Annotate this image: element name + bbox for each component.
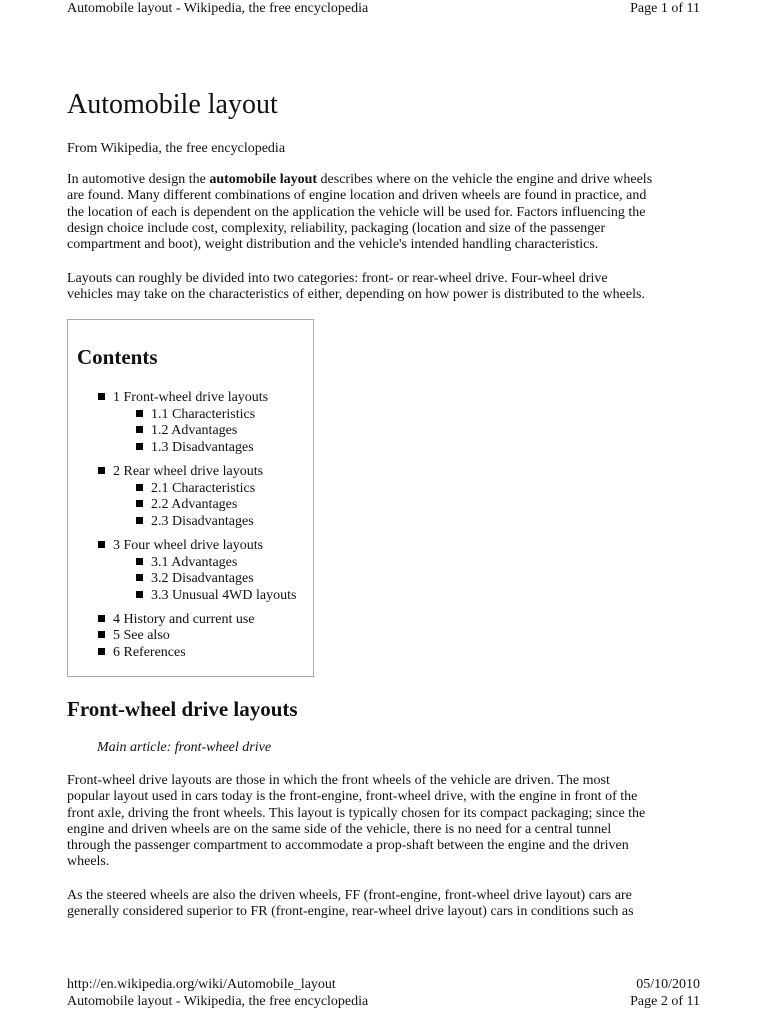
toc-item-1-3[interactable] — [136, 440, 254, 456]
page-subtitle: From Wikipedia, the free encyclopedia — [67, 141, 286, 156]
table-of-contents — [67, 319, 314, 677]
intro-line — [67, 172, 707, 188]
toc-label[interactable]: 5 See also — [113, 628, 170, 643]
toc-label[interactable]: 2 Rear wheel drive layouts — [113, 464, 264, 479]
print-header-title: Automobile layout - Wikipedia, the free encyclopedia — [67, 1, 369, 16]
bullet-icon — [98, 648, 105, 655]
print-footer-page: Page 2 of 11 — [630, 994, 700, 1009]
toc-label[interactable]: 2.2 Advantages — [151, 497, 238, 512]
bullet-icon — [136, 591, 143, 598]
bullet-icon — [136, 574, 143, 581]
toc-item-5[interactable] — [98, 628, 170, 644]
print-footer-date: 05/10/2010 — [636, 977, 700, 992]
fwd-line: generally considered superior to FR (front-engine, rear-wheel drive layout) cars in conditions such as — [67, 904, 634, 920]
toc-item-1-1[interactable] — [136, 407, 255, 423]
intro-bold-term: automobile layout — [209, 172, 318, 187]
bullet-icon — [98, 631, 105, 638]
toc-item-3-2[interactable] — [136, 571, 254, 587]
toc-label[interactable]: 3.3 Unusual 4WD layouts — [151, 588, 297, 603]
section-heading-fwd: Front-wheel drive layouts — [67, 697, 298, 721]
toc-item-6[interactable] — [98, 645, 186, 661]
bullet-icon — [136, 517, 143, 524]
toc-item-3-3[interactable] — [136, 588, 296, 604]
bullet-icon — [136, 500, 143, 507]
bullet-icon — [98, 393, 105, 400]
toc-label[interactable]: 2.3 Disadvantages — [151, 514, 254, 529]
bullet-icon — [98, 615, 105, 622]
toc-item-1[interactable] — [98, 390, 268, 406]
fwd-line: Front-wheel drive layouts are those in which the front wheels of the vehicle are driven. The most — [67, 773, 610, 788]
fwd-line: front axle, driving the front wheels. This layout is typically chosen for its compact packaging; since the — [67, 805, 646, 821]
bullet-icon — [136, 484, 143, 491]
toc-item-2-3[interactable] — [136, 514, 254, 530]
toc-label[interactable]: 4 History and current use — [113, 612, 255, 627]
fwd-line: engine and driven wheels are on the same side of the vehicle, there is no need for a central tunnel — [67, 821, 612, 837]
toc-label[interactable]: 2.1 Characteristics — [151, 481, 256, 496]
print-footer-title: Automobile layout - Wikipedia, the free encyclopedia — [67, 994, 369, 1009]
bullet-icon — [98, 467, 105, 474]
fwd-paragraph-2 — [67, 888, 707, 921]
print-header-page: Page 1 of 11 — [630, 1, 700, 16]
bullet-icon — [136, 558, 143, 565]
bullet-icon — [136, 443, 143, 450]
bullet-icon — [136, 410, 143, 417]
intro-rest: describes where on the vehicle the engine and drive wheels — [317, 172, 653, 187]
toc-label[interactable]: 3.2 Disadvantages — [151, 571, 254, 586]
main-article-note[interactable]: Main article: front-wheel drive — [97, 740, 272, 755]
toc-item-4[interactable] — [98, 612, 255, 628]
intro-line: are found. Many different combinations of engine location and driven wheels are found in practice, and — [67, 188, 647, 204]
intro-paragraph-1 — [67, 172, 707, 253]
print-footer-url[interactable]: http://en.wikipedia.org/wiki/Automobile_layout — [67, 977, 336, 992]
intro-line: Layouts can roughly be divided into two categories: front- or rear-wheel drive. Four-wheel drive — [67, 271, 608, 286]
toc-label[interactable]: 3.1 Advantages — [151, 555, 238, 570]
fwd-line: wheels. — [67, 854, 110, 870]
toc-label[interactable]: 6 References — [113, 645, 186, 660]
page-title: Automobile layout — [67, 89, 278, 120]
toc-item-3-1[interactable] — [136, 555, 237, 571]
intro-prefix: In automotive design the — [67, 172, 210, 187]
toc-label[interactable]: 1.1 Characteristics — [151, 407, 256, 422]
fwd-line: popular layout used in cars today is the front-engine, front-wheel drive, with the engine in front of the — [67, 789, 638, 805]
fwd-paragraph-1 — [67, 773, 707, 871]
toc-item-2-2[interactable] — [136, 497, 237, 513]
intro-line: compartment and boot), weight distribution and the vehicle's intended handling characteristics. — [67, 237, 599, 253]
fwd-line: through the passenger compartment to accommodate a prop-shaft between the engine and the driven — [67, 838, 629, 854]
toc-label[interactable]: 1.3 Disadvantages — [151, 440, 254, 455]
toc-item-2-1[interactable] — [136, 481, 255, 497]
toc-item-2[interactable] — [98, 464, 263, 480]
intro-line: vehicles may take on the characteristics of either, depending on how power is distributed to the wheels. — [67, 287, 645, 303]
bullet-icon — [98, 541, 105, 548]
toc-label[interactable]: 1 Front-wheel drive layouts — [113, 390, 269, 405]
fwd-line: As the steered wheels are also the driven wheels, FF (front-engine, front-wheel drive layout) cars are — [67, 888, 632, 903]
toc-label[interactable]: 3 Four wheel drive layouts — [113, 538, 264, 553]
intro-line: design choice include cost, complexity, reliability, packaging (location and size of the passenger — [67, 220, 606, 236]
toc-item-1-2[interactable] — [136, 423, 237, 439]
toc-item-3[interactable] — [98, 538, 263, 554]
intro-line: the location of each is dependent on the application the vehicle will be used for. Factors influencing the — [67, 204, 646, 220]
intro-paragraph-2 — [67, 271, 707, 304]
bullet-icon — [136, 426, 143, 433]
toc-label[interactable]: 1.2 Advantages — [151, 423, 238, 438]
toc-title: Contents — [77, 345, 158, 369]
